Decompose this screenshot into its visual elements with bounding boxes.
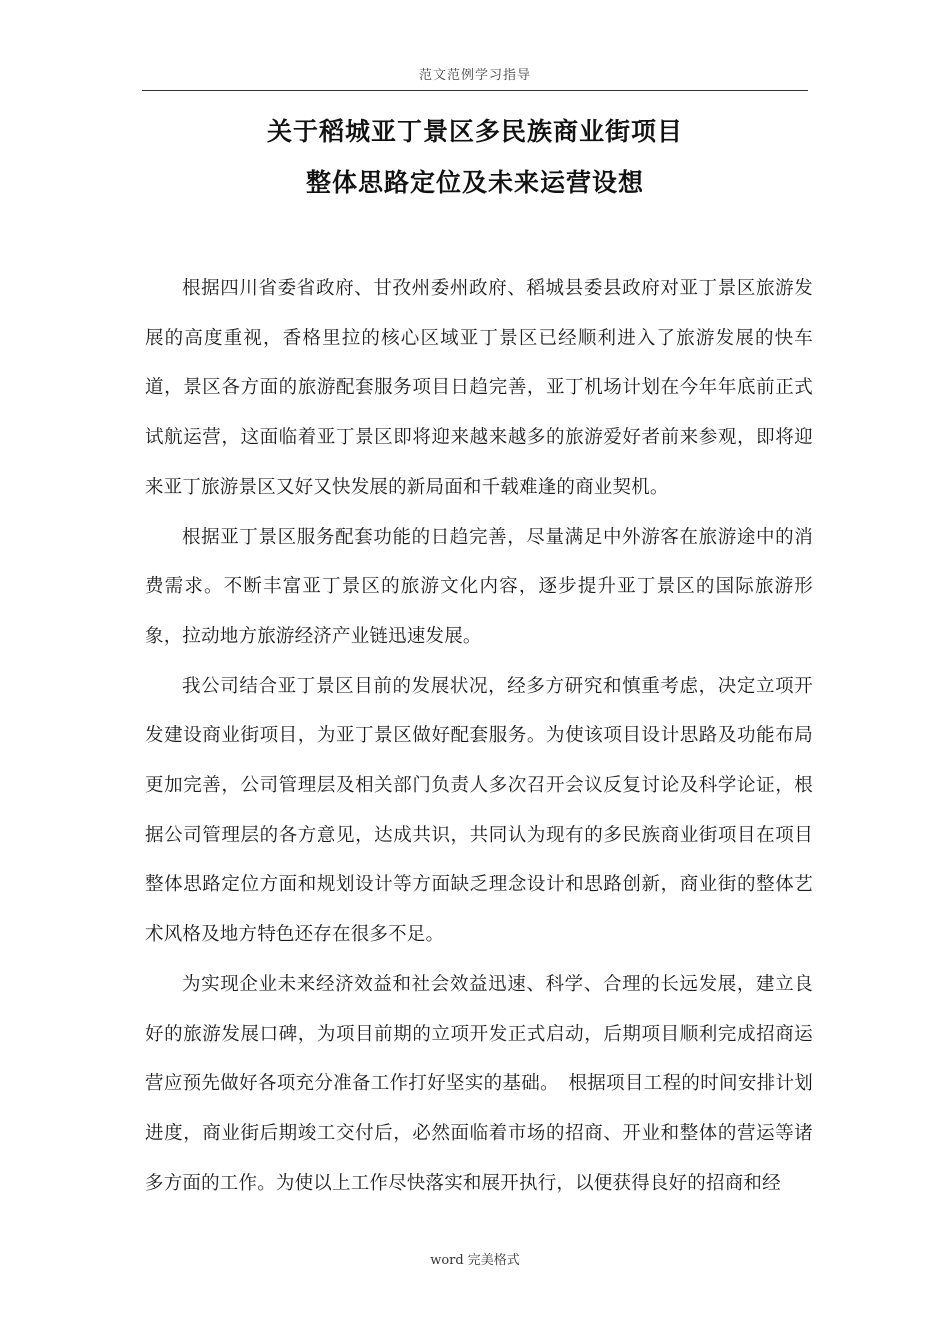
- page-header: [142, 64, 808, 91]
- document-body: [145, 264, 813, 1208]
- paragraph-3: 我公司结合亚丁景区目前的发展状况，经多方研究和慎重考虑，决定立项开发建设商业街项目，为亚丁景区做好配套服务。为使该项目设计思路及功能布局更加完善，公司管理层及相关部门负责人多次召开会议反复讨论及科学论证，根据公司管理层的各方意见，达成共识，共同认为现有的多民族商业街项目在项目整体思路定位方面和规划设计等方面缺乏理念设计和思路创新，商业街的整体艺术风格及地方特色还存在很多不足。: [145, 675, 813, 946]
- page-footer: [0, 1249, 950, 1268]
- paragraph-1: 根据四川省委省政府、甘孜州委州政府、稻城县委县政府对亚丁景区旅游发展的高度重视，香格里拉的核心区域亚丁景区已经顺利进入了旅游发展的快车道，景区各方面的旅游配套服务项目日趋完善，亚丁机场计划在今年年底前正式试航运营，这面临着亚丁景区即将迎来越来越多的旅游爱好者前来参观，即将迎来亚丁旅游景区又好又快发展的新局面和千载难逢的商业契机。: [145, 278, 813, 498]
- header-text: 范文范例学习指导: [418, 68, 531, 83]
- paragraph-4: 为实现企业未来经济效益和社会效益迅速、科学、合理的长远发展，建立良好的旅游发展口碑，为项目前期的立项开发正式启动，后期项目顺利完成招商运营应预先做好各项充分准备工作打好坚实的基础。 根据项目工程的时间安排计划进度，商业街后期竣工交付后，必然面临着市场的招商、开业和整体的营运等诸多方面的工作。为使以上工作尽快落实和展开执行，以便获得良好的招商和经: [145, 973, 813, 1194]
- document-title-line-2: 整体思路定位及未来运营设想: [305, 168, 644, 197]
- paragraph-2: 根据亚丁景区服务配套功能的日趋完善，尽量满足中外游客在旅游途中的消费需求。不断丰富亚丁景区的旅游文化内容，逐步提升亚丁景区的国际旅游形象，拉动地方旅游经济产业链迅速发展。: [145, 526, 813, 647]
- document-title-line-1: 关于稻城亚丁景区多民族商业街项目: [266, 117, 683, 146]
- footer-text: word 完美格式: [430, 1253, 520, 1268]
